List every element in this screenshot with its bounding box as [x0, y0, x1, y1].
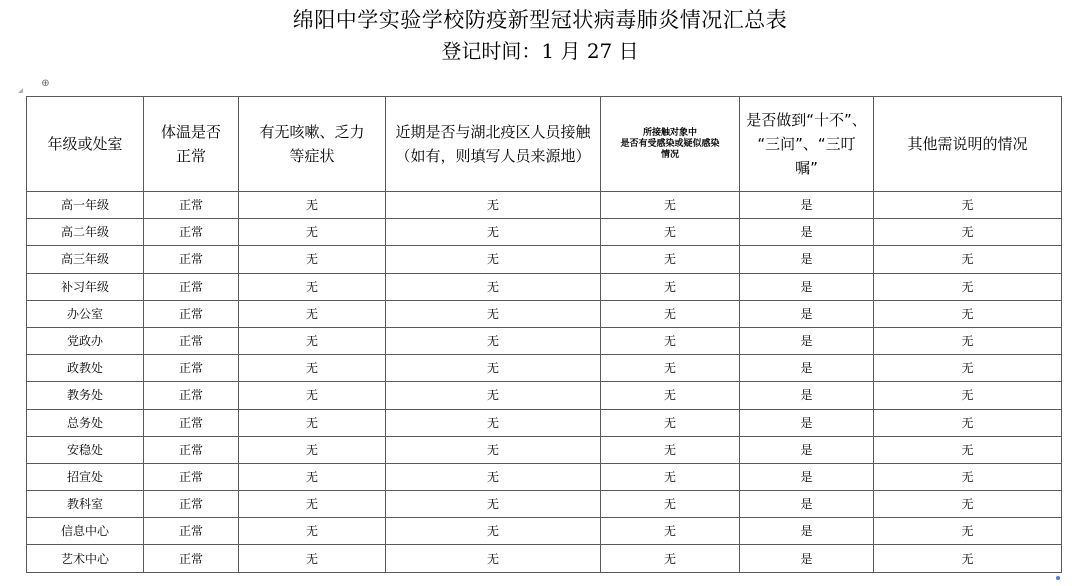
table-cell[interactable]: 无	[874, 192, 1062, 219]
registration-date: 登记时间：1 月 27 日	[441, 39, 639, 63]
table-cell[interactable]: 无	[601, 545, 740, 572]
table-cell[interactable]: 是	[740, 327, 874, 354]
table-row	[27, 273, 1062, 300]
table-cell[interactable]: 正常	[144, 382, 239, 409]
table-cell[interactable]: 无	[601, 327, 740, 354]
table-cell[interactable]: 正常	[144, 545, 239, 572]
table-cell[interactable]: 无	[239, 355, 386, 382]
table-cell[interactable]: 是	[740, 545, 874, 572]
header-text: 正常	[175, 147, 206, 165]
unit-name-cell[interactable]: 艺术中心	[27, 545, 144, 572]
table-cell[interactable]: 无	[386, 192, 601, 219]
unit-name-cell[interactable]: 政教处	[27, 355, 144, 382]
table-row	[27, 382, 1062, 409]
table-cell[interactable]: 无	[386, 491, 601, 518]
table-cell[interactable]: 正常	[144, 491, 239, 518]
header-text: 所接触对象中	[642, 127, 697, 138]
table-cell[interactable]: 无	[601, 518, 740, 545]
table-cell[interactable]: 无	[386, 463, 601, 490]
table-cell[interactable]: 是	[740, 463, 874, 490]
unit-name-cell[interactable]: 高一年级	[27, 192, 144, 219]
table-cell[interactable]: 无	[601, 192, 740, 219]
table-cell[interactable]: 是	[740, 273, 874, 300]
table-body	[27, 192, 1062, 573]
header-text: （如有，则填写人员来源地）	[395, 147, 591, 165]
table-cell[interactable]: 正常	[144, 273, 239, 300]
header-text: 年级或处室	[47, 135, 123, 153]
table-cell[interactable]: 无	[874, 273, 1062, 300]
table-cell[interactable]: 无	[386, 545, 601, 572]
header-text: 嘱”	[795, 159, 818, 177]
table-cell[interactable]: 正常	[144, 246, 239, 273]
table-cell[interactable]: 无	[239, 246, 386, 273]
table-cell[interactable]: 无	[601, 355, 740, 382]
unit-name-cell[interactable]: 教科室	[27, 491, 144, 518]
table-cell[interactable]: 无	[239, 463, 386, 490]
table-cell[interactable]: 无	[601, 491, 740, 518]
table-cell[interactable]: 是	[740, 192, 874, 219]
table-cell[interactable]: 是	[740, 436, 874, 463]
table-cell[interactable]: 无	[239, 436, 386, 463]
table-move-icon[interactable]: ⊕	[41, 78, 50, 89]
header-text: 等症状	[289, 147, 335, 165]
unit-name-cell[interactable]: 招宣处	[27, 463, 144, 490]
unit-name-cell[interactable]: 总务处	[27, 409, 144, 436]
document-title: 绵阳中学实验学校防疫新型冠状病毒肺炎情况汇总表	[292, 8, 788, 32]
table-cell[interactable]: 无	[386, 219, 601, 246]
table-cell[interactable]: 无	[874, 545, 1062, 572]
header-cell-unit[interactable]	[27, 97, 144, 192]
table-header	[27, 97, 1062, 192]
header-cell-compliance[interactable]	[740, 97, 874, 192]
table-cell[interactable]: 无	[239, 409, 386, 436]
table-cell[interactable]: 是	[740, 300, 874, 327]
table-cell[interactable]: 无	[874, 246, 1062, 273]
table-cell[interactable]: 是	[740, 491, 874, 518]
table-cell[interactable]: 无	[874, 300, 1062, 327]
unit-name-cell[interactable]: 办公室	[27, 300, 144, 327]
table-cell[interactable]: 无	[239, 300, 386, 327]
table-cell[interactable]: 是	[740, 246, 874, 273]
table-cell[interactable]: 无	[239, 219, 386, 246]
table-cell[interactable]: 无	[386, 436, 601, 463]
header-text: 是否有受感染或疑似感染	[620, 138, 720, 149]
table-cell[interactable]: 无	[874, 355, 1062, 382]
table-cell[interactable]: 无	[601, 273, 740, 300]
table-row	[27, 409, 1062, 436]
table-cell[interactable]: 无	[239, 545, 386, 572]
unit-name-cell[interactable]: 教务处	[27, 382, 144, 409]
table-cell[interactable]: 正常	[144, 300, 239, 327]
table-cell[interactable]: 无	[386, 518, 601, 545]
table-cell[interactable]: 是	[740, 409, 874, 436]
table-resize-handle[interactable]	[1056, 576, 1060, 580]
table-cell[interactable]: 是	[740, 518, 874, 545]
table-row	[27, 518, 1062, 545]
corner-mark-icon	[18, 88, 23, 93]
table-cell[interactable]: 无	[239, 382, 386, 409]
table-cell[interactable]: 正常	[144, 436, 239, 463]
table-cell[interactable]: 无	[386, 327, 601, 354]
table-cell[interactable]: 正常	[144, 409, 239, 436]
unit-name-cell[interactable]: 补习年级	[27, 273, 144, 300]
table-row	[27, 246, 1062, 273]
unit-name-cell[interactable]: 党政办	[27, 327, 144, 354]
table-cell[interactable]: 无	[874, 382, 1062, 409]
table-cell[interactable]: 无	[386, 355, 601, 382]
table-cell[interactable]: 无	[874, 491, 1062, 518]
table-row	[27, 436, 1062, 463]
table-cell[interactable]: 正常	[144, 518, 239, 545]
table-cell[interactable]: 无	[874, 436, 1062, 463]
table-cell[interactable]: 正常	[144, 327, 239, 354]
header-text: “三问”、“三叮	[757, 135, 856, 153]
unit-name-cell[interactable]: 高二年级	[27, 219, 144, 246]
table-row	[27, 463, 1062, 490]
table-cell[interactable]: 无	[874, 518, 1062, 545]
table-cell[interactable]: 无	[601, 219, 740, 246]
table-cell[interactable]: 无	[239, 273, 386, 300]
table-cell[interactable]: 无	[874, 327, 1062, 354]
table-cell[interactable]: 无	[386, 273, 601, 300]
header-cell-notes[interactable]	[874, 97, 1062, 192]
header-text: 有无咳嗽、乏力	[259, 123, 365, 141]
table-row	[27, 300, 1062, 327]
table-cell[interactable]: 无	[239, 327, 386, 354]
header-cell-symptoms[interactable]	[239, 97, 386, 192]
table-cell[interactable]: 无	[239, 491, 386, 518]
table-cell[interactable]: 正常	[144, 192, 239, 219]
header-cell-hubei-contact[interactable]	[386, 97, 601, 192]
header-row	[27, 97, 1062, 192]
table-cell[interactable]: 无	[601, 246, 740, 273]
table-cell[interactable]: 是	[740, 382, 874, 409]
table-cell[interactable]: 无	[601, 463, 740, 490]
table-cell[interactable]: 无	[601, 382, 740, 409]
table-row	[27, 491, 1062, 518]
table-cell[interactable]: 是	[740, 219, 874, 246]
table-cell[interactable]: 无	[601, 436, 740, 463]
table-row	[27, 192, 1062, 219]
table-cell[interactable]: 无	[874, 219, 1062, 246]
table-cell[interactable]: 正常	[144, 219, 239, 246]
table-cell[interactable]: 无	[874, 409, 1062, 436]
table-row	[27, 219, 1062, 246]
table-cell[interactable]: 无	[386, 409, 601, 436]
table-cell[interactable]: 无	[239, 518, 386, 545]
summary-table	[26, 96, 1062, 573]
header-text: 是否做到“十不”、	[746, 111, 867, 129]
unit-name-cell[interactable]: 安稳处	[27, 436, 144, 463]
table-cell[interactable]: 无	[386, 382, 601, 409]
header-text: 其他需说明的情况	[907, 135, 1028, 153]
table-row	[27, 545, 1062, 572]
table-cell[interactable]: 正常	[144, 355, 239, 382]
table-cell[interactable]: 无	[386, 246, 601, 273]
header-text: 体温是否	[160, 123, 221, 141]
table-cell[interactable]: 是	[740, 355, 874, 382]
header-text: 情况	[660, 149, 679, 160]
header-text: 近期是否与湖北疫区人员接触	[395, 123, 591, 141]
table-row	[27, 355, 1062, 382]
table-row	[27, 327, 1062, 354]
table-cell[interactable]: 正常	[144, 463, 239, 490]
table-cell[interactable]: 无	[386, 300, 601, 327]
unit-name-cell[interactable]: 信息中心	[27, 518, 144, 545]
unit-name-cell[interactable]: 高三年级	[27, 246, 144, 273]
table-cell[interactable]: 无	[874, 463, 1062, 490]
table-cell[interactable]: 无	[601, 300, 740, 327]
header-cell-temperature[interactable]	[144, 97, 239, 192]
header-cell-infection-status[interactable]	[601, 97, 740, 192]
table-cell[interactable]: 无	[239, 192, 386, 219]
table-cell[interactable]: 无	[601, 409, 740, 436]
